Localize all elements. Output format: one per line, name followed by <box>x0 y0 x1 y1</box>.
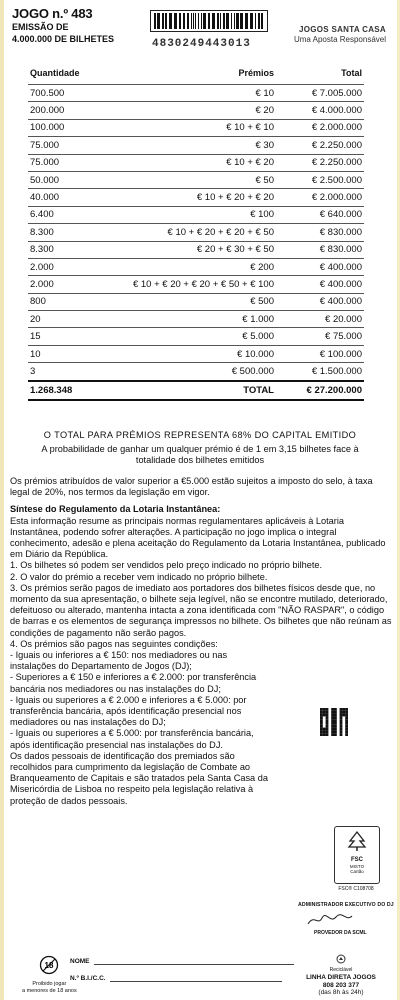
qr-module <box>334 728 337 731</box>
barcode-bar <box>187 13 189 29</box>
barcode-bar <box>234 13 235 29</box>
qr-module <box>342 711 345 714</box>
intro-paragraph: Esta informação resume as principais normas regulamentares aplicáveis à Lotaria Instantânea, podendo sofrer alterações. A participação no jogo implica o integral conhecimento, adesão e plena aceitação do Regulamento da Lotaria Instantânea, publicado em Diário da República. <box>10 515 386 560</box>
tax-notice: Os prémios atribuídos de valor superior a €5.000 estão sujeitos a imposto do selo, à taxa legal de 20%, nos termos da legislação em vigor. <box>10 476 373 498</box>
qr-module <box>326 716 329 719</box>
brand-block <box>294 25 386 45</box>
barcode-bar <box>208 13 210 29</box>
regulation-text <box>10 476 392 807</box>
qr-module <box>323 733 326 736</box>
qr-module <box>345 711 348 714</box>
row-quantity: 200.000 <box>28 102 114 119</box>
col-prizes: Prémios <box>238 68 274 78</box>
rule-4d: - Iguais ou superiores a € 5.000: por transferência bancária, após identificação presencial nas instalações do DJ. <box>10 728 254 750</box>
row-prize: € 1.000 <box>114 311 276 328</box>
recycle-icon <box>336 954 346 964</box>
id-line[interactable] <box>110 973 282 982</box>
barcode-bar <box>223 13 225 29</box>
qr-module <box>345 730 348 733</box>
prize-table-header <box>28 66 364 85</box>
qr-module <box>326 730 329 733</box>
hotline-title: LINHA DIRETA JOGOS <box>306 974 376 981</box>
qr-module <box>320 733 323 736</box>
qr-module <box>320 719 323 722</box>
qr-module <box>334 725 337 728</box>
qr-module <box>340 711 343 714</box>
row-prize: € 10 + € 20 + € 20 + € 50 <box>114 224 276 241</box>
row-prize: € 10 + € 20 + € 20 <box>114 189 276 206</box>
game-header <box>12 6 114 45</box>
paper-edge-left <box>0 0 4 1000</box>
fsc-code: FSC® C108708 <box>338 886 374 892</box>
row-quantity: 6.400 <box>28 206 114 223</box>
barcode <box>150 10 268 32</box>
barcode-bar <box>198 13 199 29</box>
qr-module <box>326 725 329 728</box>
row-prize: € 10 <box>114 85 276 102</box>
section-title: Síntese do Regulamento da Lotaria Instantânea: <box>10 504 221 515</box>
qr-module <box>334 716 337 719</box>
age-badge-text: 18 <box>44 961 54 970</box>
barcode-bars <box>153 13 265 29</box>
prize-row <box>28 119 364 136</box>
prize-row <box>28 206 364 223</box>
qr-module <box>331 722 334 725</box>
qr-module <box>326 708 329 711</box>
barcode-bar <box>226 13 229 29</box>
emission-line-1: EMISSÃO DE <box>12 22 69 32</box>
row-total: € 1.500.000 <box>276 363 364 381</box>
age-restriction <box>22 955 77 994</box>
row-total: € 400.000 <box>276 293 364 310</box>
row-prize: € 10.000 <box>114 345 276 362</box>
prize-row <box>28 328 364 345</box>
barcode-bar <box>174 13 177 29</box>
qr-module <box>331 719 334 722</box>
col-quantity: Quantidade <box>30 68 80 78</box>
hotline-block <box>300 954 382 997</box>
qr-module <box>331 711 334 714</box>
tree-icon <box>346 830 368 852</box>
prize-row <box>28 241 364 258</box>
barcode-bar <box>231 13 232 29</box>
row-quantity: 8.300 <box>28 241 114 258</box>
qr-module <box>345 714 348 717</box>
signature <box>306 912 354 928</box>
barcode-bar <box>217 13 219 29</box>
row-quantity: 8.300 <box>28 224 114 241</box>
barcode-bar <box>157 13 160 29</box>
barcode-bar <box>195 13 196 29</box>
prize-row <box>28 171 364 188</box>
recycle-label: Reciclável <box>329 966 353 973</box>
id-field[interactable] <box>70 973 282 982</box>
prize-row <box>28 311 364 328</box>
qr-module <box>326 722 329 725</box>
qr-module <box>331 716 334 719</box>
barcode-bar <box>191 13 192 29</box>
row-total: € 830.000 <box>276 241 364 258</box>
row-total: € 7.005.000 <box>276 85 364 102</box>
qr-module <box>345 719 348 722</box>
row-quantity: 2.000 <box>28 258 114 275</box>
qr-module <box>340 725 343 728</box>
barcode-bar <box>250 13 253 29</box>
qr-module <box>320 716 323 719</box>
qr-module <box>326 719 329 722</box>
qr-module <box>340 722 343 725</box>
rule-4: 4. Os prémios são pagos nas seguintes condições: <box>10 638 218 649</box>
qr-module <box>340 708 343 711</box>
row-prize: € 10 + € 20 <box>114 154 276 171</box>
barcode-bar <box>193 13 194 29</box>
qr-module <box>320 728 323 731</box>
row-total: € 640.000 <box>276 206 364 223</box>
qr-module <box>334 730 337 733</box>
qr-module <box>320 725 323 728</box>
qr-module <box>326 714 329 717</box>
qr-module <box>345 722 348 725</box>
qr-module <box>345 733 348 736</box>
row-prize: € 5.000 <box>114 328 276 345</box>
qr-module <box>334 722 337 725</box>
qr-module <box>340 733 343 736</box>
qr-code <box>320 708 348 736</box>
qr-module <box>320 711 323 714</box>
qr-module <box>331 714 334 717</box>
row-prize: € 10 + € 10 <box>114 119 276 136</box>
barcode-bar <box>212 13 215 29</box>
qr-module <box>323 728 326 731</box>
barcode-bar <box>162 13 164 29</box>
rule-1: 1. Os bilhetes só podem ser vendidos pelo preço indicado no próprio bilhete. <box>10 560 323 571</box>
barcode-bar <box>255 13 256 29</box>
qr-module <box>342 714 345 717</box>
qr-module <box>323 714 326 717</box>
barcode-bar <box>154 13 156 29</box>
col-total: Total <box>341 68 362 78</box>
barcode-bar <box>165 13 167 29</box>
barcode-bar <box>169 13 172 29</box>
capital-note: O TOTAL PARA PRÉMIOS REPRESENTA 68% DO CAPITAL EMITIDO <box>43 430 357 440</box>
row-quantity: 40.000 <box>28 189 114 206</box>
row-prize: € 500.000 <box>114 363 276 381</box>
fsc-logo <box>334 826 380 884</box>
row-prize: € 100 <box>114 206 276 223</box>
row-prize: € 10 + € 20 + € 20 + € 50 + € 100 <box>114 276 276 293</box>
prize-row <box>28 224 364 241</box>
brand-name: JOGOS SANTA CASA <box>298 25 386 34</box>
fsc-cartao: Cartão <box>350 869 364 874</box>
prize-row <box>28 102 364 119</box>
hotline-number: 808 203 377 <box>322 981 360 989</box>
id-label: N.º B.I./C.C. <box>70 975 106 982</box>
row-total: € 100.000 <box>276 345 364 362</box>
row-quantity: 700.500 <box>28 85 114 102</box>
row-total: € 20.000 <box>276 311 364 328</box>
barcode-bar <box>261 13 263 29</box>
game-number: JOGO n.º 483 <box>12 6 93 21</box>
qr-module <box>340 716 343 719</box>
qr-module <box>326 711 329 714</box>
row-total: € 2.250.000 <box>276 154 364 171</box>
qr-module <box>334 711 337 714</box>
prize-row <box>28 85 364 102</box>
qr-module <box>320 730 323 733</box>
qr-module <box>326 728 329 731</box>
barcode-bar <box>179 13 181 29</box>
prize-row <box>28 137 364 154</box>
qr-module <box>331 730 334 733</box>
row-quantity: 3 <box>28 363 114 381</box>
rule-3: 3. Os prémios serão pagos de imediato aos portadores dos bilhetes físicos desde que, no momento da sua apresentação, o bilhete seja legível, não se encontre mutilado, deteriorado, defeituoso ou alterado, mantenha intacta a zona identificada com "NÃO RASPAR", o código de barras e os elementos de segurança impressos no bilhete. Os bilhetes que não reúnam as condições de pagamento não serão pagos. <box>10 582 392 638</box>
row-total: € 75.000 <box>276 328 364 345</box>
qr-module <box>340 714 343 717</box>
row-prize: € 30 <box>114 137 276 154</box>
age-18-icon <box>39 955 59 975</box>
ticket-serial: 4830249443013 <box>152 38 251 50</box>
admin-title: ADMINISTRADOR EXECUTIVO DO DJ <box>298 902 394 908</box>
prize-table <box>28 66 364 401</box>
prize-row <box>28 189 364 206</box>
qr-module <box>334 708 337 711</box>
total-quantity: 1.268.348 <box>28 381 114 400</box>
row-prize: € 200 <box>114 258 276 275</box>
qr-module <box>340 719 343 722</box>
name-line[interactable] <box>94 956 294 965</box>
rule-2: 2. O valor do prémio a receber vem indicado no próprio bilhete. <box>10 571 268 582</box>
barcode-bar <box>201 13 202 29</box>
row-total: € 400.000 <box>276 276 364 293</box>
prize-row <box>28 293 364 310</box>
row-quantity: 100.000 <box>28 119 114 136</box>
row-quantity: 2.000 <box>28 276 114 293</box>
qr-module <box>320 722 323 725</box>
row-quantity: 20 <box>28 311 114 328</box>
row-total: € 830.000 <box>276 224 364 241</box>
total-amount: € 27.200.000 <box>276 381 364 400</box>
qr-module <box>342 708 345 711</box>
row-total: € 2.250.000 <box>276 137 364 154</box>
barcode-bar <box>220 13 221 29</box>
prize-row <box>28 154 364 171</box>
qr-module <box>320 708 323 711</box>
prize-row <box>28 258 364 275</box>
qr-module <box>331 728 334 731</box>
qr-module <box>323 708 326 711</box>
qr-module <box>340 730 343 733</box>
qr-module <box>334 719 337 722</box>
probability-note: A probabilidade de ganhar um qualquer prémio é de 1 em 3,15 bilhetes face à totalidade dos bilhetes emitidos <box>41 444 359 465</box>
name-label: NOME <box>70 958 90 965</box>
row-total: € 4.000.000 <box>276 102 364 119</box>
qr-module <box>326 733 329 736</box>
row-total: € 2.000.000 <box>276 119 364 136</box>
qr-module <box>345 725 348 728</box>
barcode-bar <box>240 13 243 29</box>
fsc-misto: MISTO <box>349 864 365 869</box>
barcode-bar <box>183 13 185 29</box>
qr-module <box>345 716 348 719</box>
row-quantity: 50.000 <box>28 171 114 188</box>
row-quantity: 10 <box>28 345 114 362</box>
qr-module <box>320 714 323 717</box>
row-prize: € 20 <box>114 102 276 119</box>
row-quantity: 75.000 <box>28 154 114 171</box>
qr-module <box>331 708 334 711</box>
prize-row <box>28 276 364 293</box>
qr-module <box>323 730 326 733</box>
age-text-2: a menores de 18 anos <box>22 988 77 994</box>
qr-module <box>331 725 334 728</box>
barcode-bar <box>245 13 248 29</box>
row-quantity: 800 <box>28 293 114 310</box>
row-prize: € 500 <box>114 293 276 310</box>
rule-4c: - Iguais ou superiores a € 2.000 e inferiores a € 5.000: por transferência bancária, após identificação presencial nos mediadores ou nas instalações do DJ; <box>10 694 247 728</box>
row-prize: € 50 <box>114 171 276 188</box>
total-label: TOTAL <box>114 381 276 400</box>
row-total: € 2.500.000 <box>276 171 364 188</box>
prize-row <box>28 345 364 362</box>
prize-row <box>28 363 364 381</box>
row-quantity: 15 <box>28 328 114 345</box>
name-field[interactable] <box>70 956 294 965</box>
qr-module <box>334 733 337 736</box>
privacy-notice: Os dados pessoais de identificação dos premiados são recolhidos para cumprimento da legislação de Combate ao Branqueamento de Capitais e são tratados pela Santa Casa da Misericórdia de Lisboa no respeito pela legislação relativa à proteção de dados pessoais. <box>10 750 268 806</box>
barcode-bar <box>203 13 206 29</box>
qr-module <box>331 733 334 736</box>
prize-table-total-row <box>28 381 364 400</box>
qr-module <box>345 708 348 711</box>
qr-module <box>334 714 337 717</box>
row-total: € 2.000.000 <box>276 189 364 206</box>
rule-4a: - Iguais ou inferiores a € 150: nos mediadores ou nas instalações do Departamento de Jogos (DJ); <box>10 650 228 672</box>
fsc-label: FSC <box>351 857 363 863</box>
barcode-bar <box>258 13 260 29</box>
provider-title: PROVEDOR DA SCML <box>314 930 367 936</box>
hotline-hours: (das 8h às 24h) <box>318 989 364 996</box>
rule-4b: - Superiores a € 150 e inferiores a € 2.000: por transferência bancária nos mediadores ou nas instalações do DJ; <box>10 672 257 694</box>
qr-module <box>340 728 343 731</box>
age-text-1: Proibido jogar <box>32 981 67 987</box>
emission-line-2: 4.000.000 DE BILHETES <box>12 34 115 44</box>
qr-module <box>345 728 348 731</box>
brand-tagline: Uma Aposta Responsável <box>293 35 386 44</box>
row-total: € 400.000 <box>276 258 364 275</box>
qr-module <box>323 711 326 714</box>
row-quantity: 75.000 <box>28 137 114 154</box>
row-prize: € 20 + € 30 + € 50 <box>114 241 276 258</box>
barcode-bar <box>236 13 239 29</box>
